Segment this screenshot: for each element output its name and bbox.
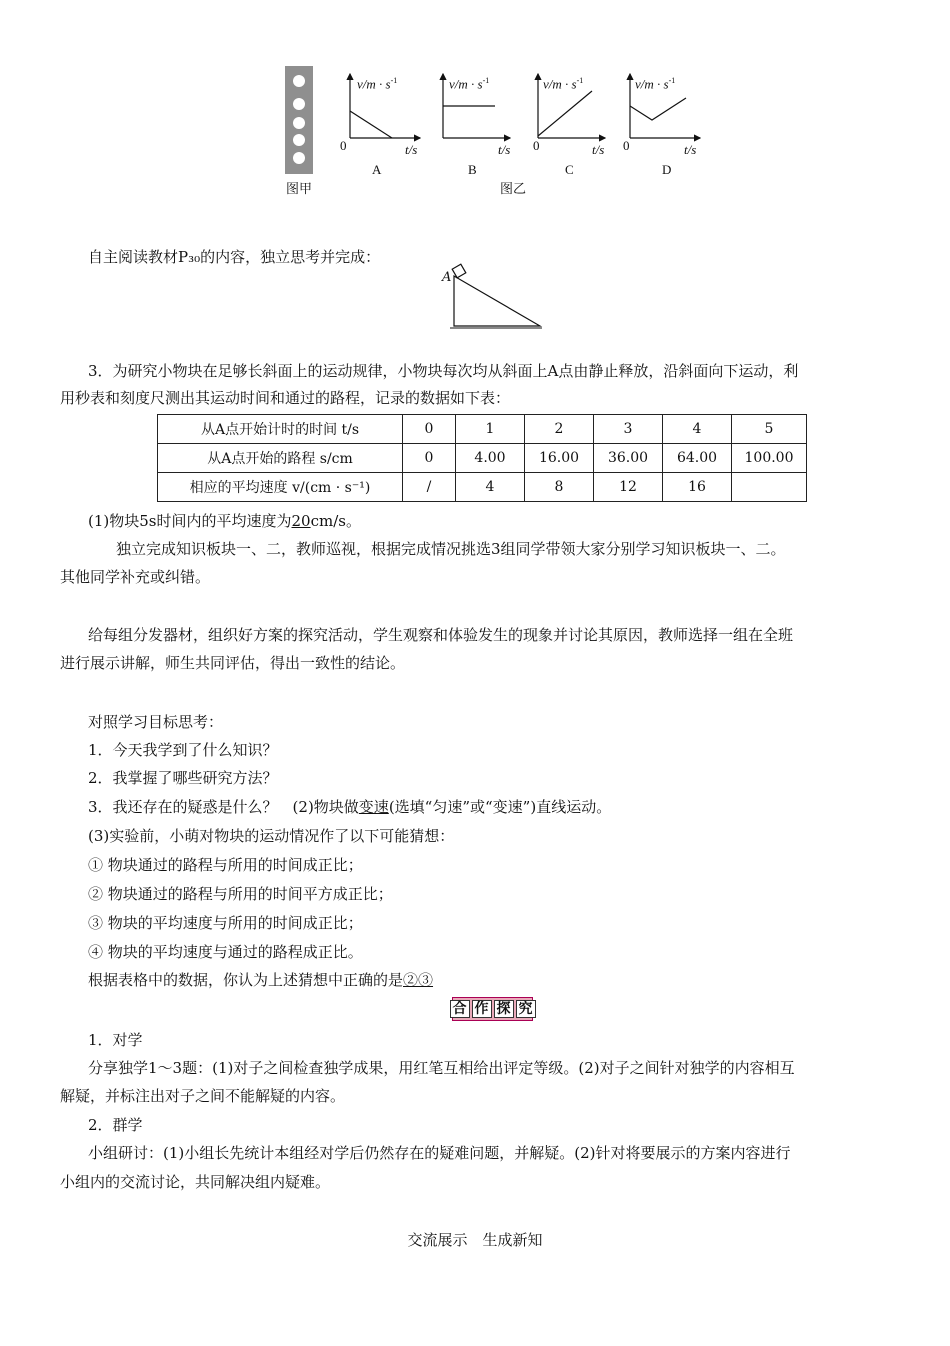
table-cell: 36.00 [594, 444, 663, 473]
table-cell: 8 [525, 473, 594, 502]
reflect-title: 对照学习目标思考： [88, 713, 224, 731]
table-row [158, 415, 807, 444]
figure-caption-left: 图甲 [286, 181, 313, 196]
graph-d-x-label: t/s [684, 142, 697, 157]
section-badge [452, 997, 533, 1021]
table-cell: 0 [403, 415, 456, 444]
graph-a-y-label: $v/m \cdot s^{-1}$ [357, 76, 398, 92]
graph-d-label: D [662, 162, 672, 177]
table-cell: 2 [525, 415, 594, 444]
para1-line2: 其他同学补充或纠错。 [60, 568, 211, 586]
graph-c-y-label: $v/m \cdot s^{-1}$ [543, 76, 584, 92]
footer-title: 交流展示 生成新知 [407, 1231, 543, 1249]
answer-1-value: 20 [291, 512, 311, 530]
guess-item: ② 物块通过的路程与所用的时间平方成正比； [88, 885, 393, 903]
reflect-item-1: 1．今天我学到了什么知识？ [88, 741, 278, 759]
reflect-3-answer: 变速 [358, 798, 389, 816]
graph-b-label: B [468, 162, 477, 177]
table-cell: 12 [594, 473, 663, 502]
table-cell: 4.00 [456, 444, 525, 473]
table-cell: 1 [456, 415, 525, 444]
graph-c-origin: 0 [533, 138, 540, 153]
table-cell: / [403, 473, 456, 502]
table-header: 从A点开始的路程 s/cm [158, 444, 403, 473]
guess-intro: (3)实验前，小萌对物块的运动情况作了以下可能猜想： [88, 827, 455, 845]
reflect-item-2: 2．我掌握了哪些研究方法？ [88, 769, 278, 787]
q3-line1: 3．为研究小物块在足够长斜面上的运动规律，小物块每次均从斜面上A点由静止释放，沿斜面向下运动，利 [88, 362, 799, 380]
conclusion-answer: ②③ [403, 971, 434, 989]
badge-char: 探 [494, 1000, 514, 1018]
table-cell [732, 473, 807, 502]
answer-1: (1)物块5s时间内的平均速度为20cm/s。 [88, 512, 361, 530]
para2-line1: 给每组分发器材，组织好方案的探究活动，学生观察和体验发生的现象并讨论其原因，教师选择一组在全班 [88, 626, 794, 644]
reflect-item-3: 3．我还存在的疑惑是什么？ (2)物块做变速(选填“匀速”或“变速”)直线运动。 [88, 798, 612, 816]
badge-char: 作 [472, 1000, 492, 1018]
guess-item: ① 物块通过的路程与所用的时间成正比； [88, 856, 363, 874]
graph-c-x-label: t/s [592, 142, 605, 157]
graph-c-label: C [565, 162, 574, 177]
table-cell: 16 [663, 473, 732, 502]
para1-line1: 独立完成知识板块一、二，教师巡视，根据完成情况挑选3组同学带领大家分别学习知识板块一、二。 [116, 540, 786, 558]
table-cell: 3 [594, 415, 663, 444]
group-title: 2．群学 [88, 1116, 143, 1134]
graph-b-x-label: t/s [498, 142, 511, 157]
table-header: 从A点开始计时的时间 t/s [158, 415, 403, 444]
data-table [157, 414, 807, 502]
table-cell: 100.00 [732, 444, 807, 473]
pair-title: 1．对学 [88, 1031, 143, 1049]
badge-char: 究 [516, 1000, 536, 1018]
pair-line1: 分享独学1～3题：(1)对子之间检查独学成果，用红笔互相给出评定等级。(2)对子之间针对独学的内容相互 [88, 1059, 795, 1077]
para2-line2: 进行展示讲解，师生共同评估，得出一致性的结论。 [60, 654, 406, 672]
table-cell: 64.00 [663, 444, 732, 473]
guess-item: ③ 物块的平均速度与所用的时间成正比； [88, 914, 363, 932]
graph-a-origin: 0 [340, 138, 347, 153]
graph-a-label: A [372, 162, 382, 177]
table-cell: 4 [456, 473, 525, 502]
group-line2: 小组内的交流讨论，共同解决组内疑难。 [60, 1173, 331, 1191]
incline-diagram [440, 262, 548, 334]
badge-char: 合 [450, 1000, 470, 1018]
incline-label: A [442, 270, 452, 285]
table-cell: 4 [663, 415, 732, 444]
conclusion: 根据表格中的数据，你认为上述猜想中正确的是②③ [88, 971, 434, 989]
graph-d-origin: 0 [623, 138, 630, 153]
table-row [158, 444, 807, 473]
graph-a-x-label: t/s [405, 142, 418, 157]
intro-text: 自主阅读教材P₃₀的内容，独立思考并完成： [88, 248, 381, 266]
table-cell: 5 [732, 415, 807, 444]
figure-caption-right: 图乙 [500, 181, 527, 196]
q3-line2: 用秒表和刻度尺测出其运动时间和通过的路程，记录的数据如下表： [60, 389, 511, 407]
tape-strip [285, 66, 313, 174]
table-header: 相应的平均速度 v/(cm · s⁻¹) [158, 473, 403, 502]
graph-d-y-label: $v/m \cdot s^{-1}$ [635, 76, 676, 92]
pair-line2: 解疑，并标注出对子之间不能解疑的内容。 [60, 1087, 346, 1105]
table-cell: 16.00 [525, 444, 594, 473]
guess-item: ④ 物块的平均速度与通过的路程成正比。 [88, 943, 363, 961]
graph-b-y-label: $v/m \cdot s^{-1}$ [449, 76, 490, 92]
table-row [158, 473, 807, 502]
group-line1: 小组研讨：(1)小组长先统计本组经对学后仍然存在的疑难问题，并解疑。(2)针对将要展示的方案内容进行 [88, 1144, 791, 1162]
table-cell: 0 [403, 444, 456, 473]
